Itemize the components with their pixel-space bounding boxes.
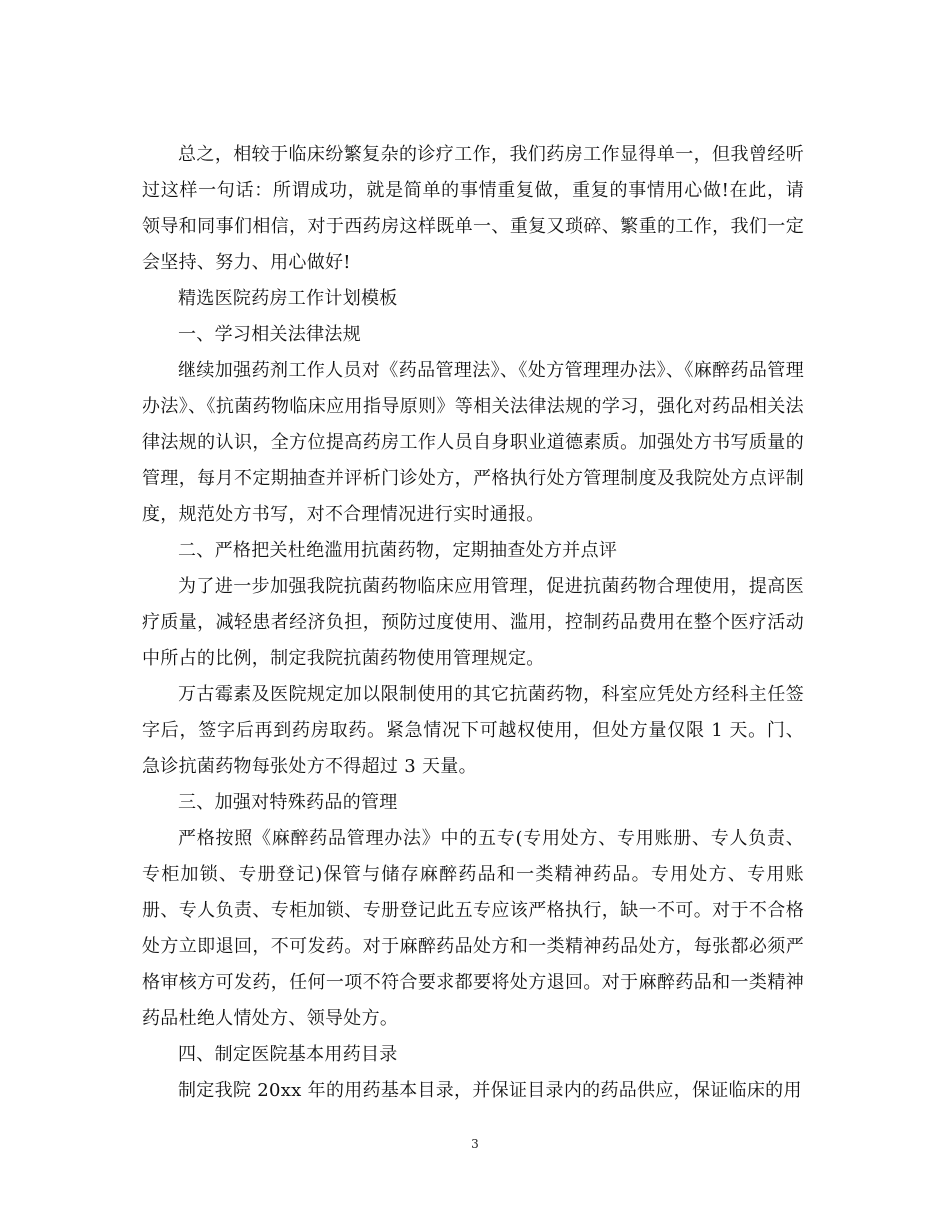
document-body <box>142 137 804 1109</box>
section-2-paragraph-2: 万古霉素及医院规定加以限制使用的其它抗菌药物，科室应凭处方经科主任签字后，签字后再到药房取药。紧急情况下可越权使用，但处方量仅限 1 天。门、急诊抗菌药物每张处方不得超过 3 天量。 <box>142 684 804 777</box>
section-4-paragraph: 制定我院 20xx 年的用药基本目录，并保证目录内的药品供应，保证临床的用 <box>178 1080 802 1101</box>
section-3-paragraph: 严格按照《麻醉药品管理办法》中的五专(专用处方、专用账册、专人负责、专柜加锁、专册登记)保管与储存麻醉药品和一类精神药品。专用处方、专用账册、专人负责、专柜加锁、专册登记此五专应该严格执行，缺一不可。对于不合格处方立即退回，不可发药。对于麻醉药品处方和一类精神药品处方，每张都必须严格审核方可发药，任何一项不符合要求都要将处方退回。对于麻醉药品和一类精神药品杜绝人情处方、领导处方。 <box>142 828 804 1029</box>
section-2-paragraph-1: 为了进一步加强我院抗菌药物临床应用管理，促进抗菌药物合理使用，提高医疗质量，减轻患者经济负担，预防过度使用、滥用，控制药品费用在整个医疗活动中所占的比例，制定我院抗菌药物使用管理规定。 <box>142 576 804 669</box>
template-title: 精选医院药房工作计划模板 <box>178 288 398 309</box>
section-1-heading: 一、学习相关法律法规 <box>178 324 361 345</box>
section-4-heading: 四、制定医院基本用药目录 <box>178 1044 398 1065</box>
paragraph-summary: 总之，相较于临床纷繁复杂的诊疗工作，我们药房工作显得单一，但我曾经听过这样一句话：所谓成功，就是简单的事情重复做，重复的事情用心做!在此，请领导和同事们相信，对于西药房这样既单一、重复又琐碎、繁重的工作，我们一定会坚持、努力、用心做好! <box>142 144 804 273</box>
page-number: 3 <box>471 1137 479 1151</box>
section-2-heading: 二、严格把关杜绝滥用抗菌药物，定期抽查处方并点评 <box>178 540 618 561</box>
section-3-heading: 三、加强对特殊药品的管理 <box>178 792 398 813</box>
section-1-paragraph: 继续加强药剂工作人员对《药品管理法》、《处方管理理办法》、《麻醉药品管理办法》、《抗菌药物临床应用指导原则》等相关法律法规的学习，强化对药品相关法律法规的认识，全方位提高药房工作人员自身职业道德素质。加强处方书写质量的管理，每月不定期抽查并评析门诊处方，严格执行处方管理制度及我院处方点评制度，规范处方书写，对不合理情况进行实时通报。 <box>142 360 804 525</box>
